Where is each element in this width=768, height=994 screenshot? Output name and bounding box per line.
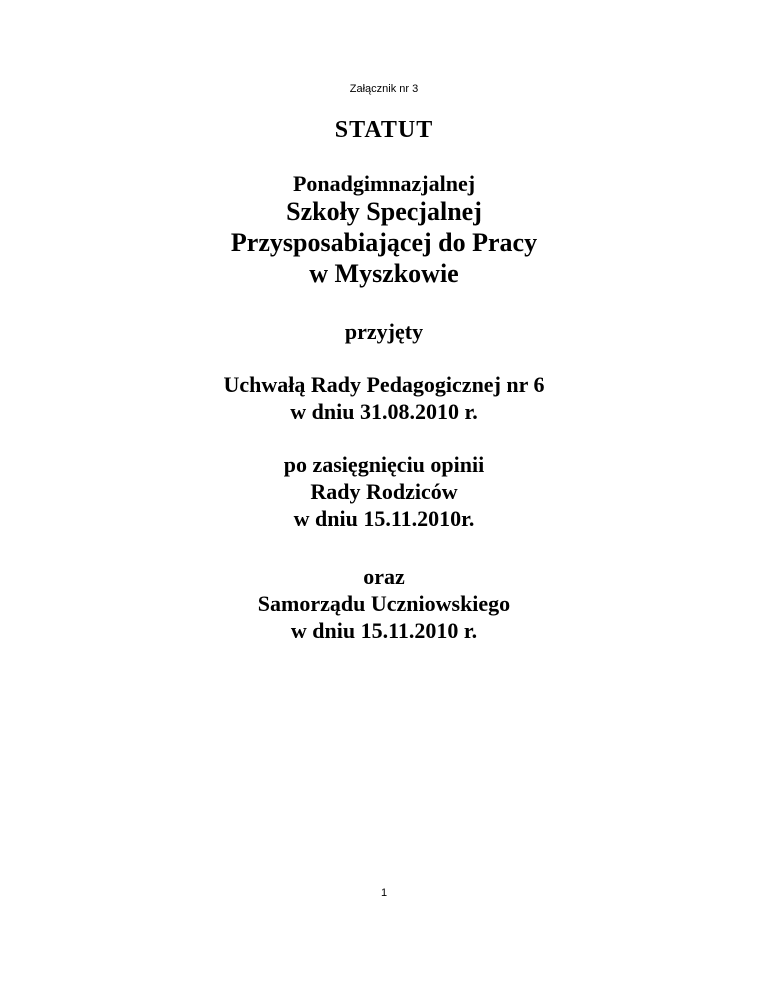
council-line: Samorządu Uczniowskiego (257, 591, 511, 616)
resolution-date: w dniu 31.08.2010 r. (290, 399, 478, 424)
opinion-line: po zasięgnięciu opinii (283, 452, 485, 477)
council-line: oraz (363, 564, 405, 589)
school-name-line: Szkoły Specjalnej (286, 197, 482, 226)
page-number: 1 (380, 887, 388, 899)
opinion-line: Rady Rodziców (310, 479, 458, 504)
school-name-line: Przysposabiającej do Pracy (230, 228, 538, 257)
school-name-line: Ponadgimnazjalnej (292, 171, 476, 196)
school-name-line: w Myszkowie (309, 259, 459, 288)
adopted-label: przyjęty (344, 319, 424, 344)
document-title: STATUT (334, 117, 434, 143)
council-date: w dniu 15.11.2010 r. (290, 618, 478, 643)
resolution-line: Uchwałą Rady Pedagogicznej nr 6 (223, 372, 545, 397)
annex-label: Załącznik nr 3 (349, 83, 419, 95)
opinion-date: w dniu 15.11.2010r. (293, 506, 475, 531)
